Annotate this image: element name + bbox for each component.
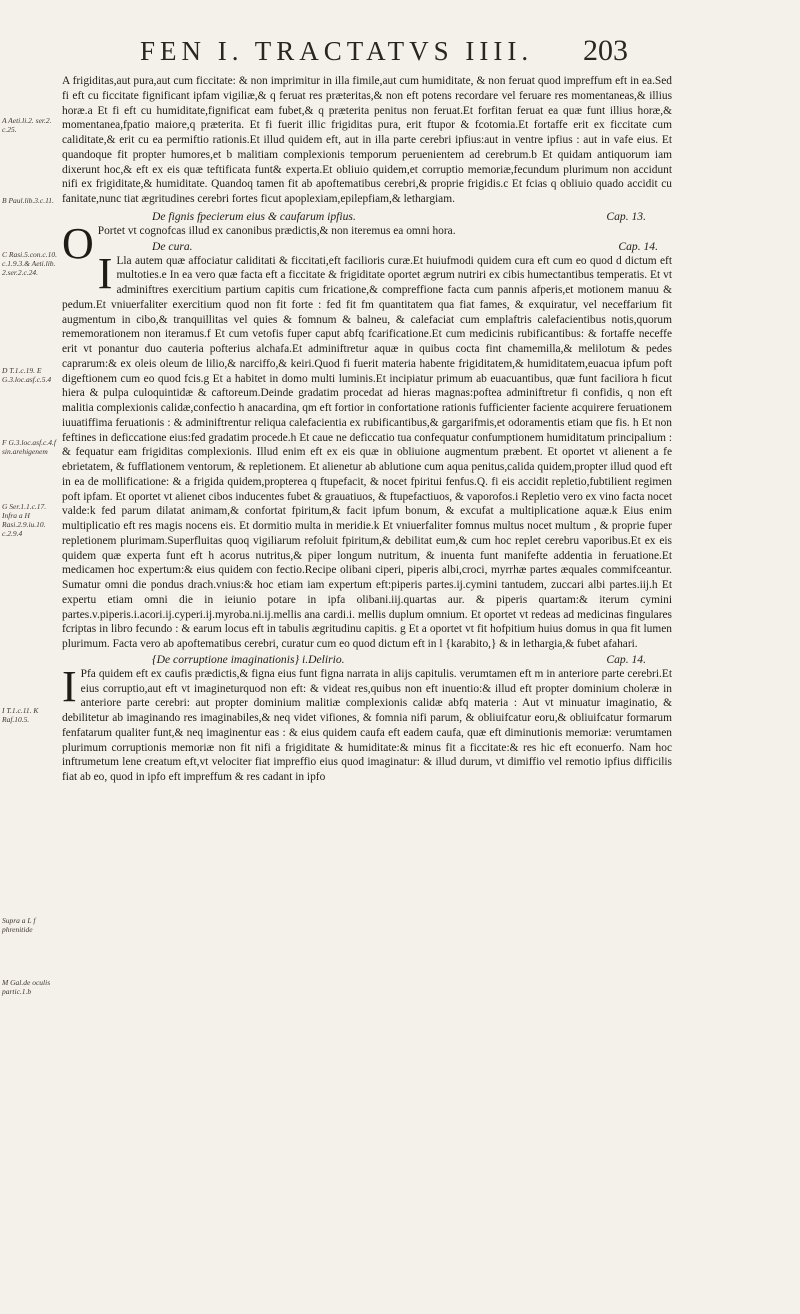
drop-cap: I [62,661,77,711]
drop-cap: O [62,218,94,268]
margin-note: C Rasi.5.con.c.10. c.1.9.3.& Aeti.lib. 2.ser.2.c.24. [2,250,57,277]
margin-note: B Paul.lib.3.c.11. [2,196,54,205]
margin-note: G Ser.1.1.c.17. Infra a H Rasi.2.9.iu.10. c.2.9.4 [2,502,47,538]
running-header: FEN I. TRACTATVS IIII. [140,36,534,66]
drop-cap: I [97,248,113,298]
paragraph-text: Lla autem quæ affociatur caliditati & ficcitati,eft facilioris curæ.Et huiufmodi quidem cura eft cum eo quod d dictum eft multoties.e In ea vero quæ facta eft a ficcitate & frigiditate oportet ægrum nutriri ex cibis humectantibus temperatis. Et vt adminiftres exercitium partium capitis cum fricatione,& compreffione facta cum pannis afperis,et motionem manuu & pedum.Et vniuerfaliter exercitium quod non fit forte : fed fit fm quantitatem qua fiat fames, & exquiratur, vel neceffarium fit augmentum in cibo,& tranquillitas vel quies & fomnum & balneu, & calefaciat cum emplaftris calefacientibus notis,quorum rememorationem non iteramus.f Et cum vetofis fuper caput abfq fcarificatione.Et cum medicinis rubificantibus: & fortaffe neceffe erit vt ponantur duo cauteria pofterius alchafa.Et adminiftretur aquæ in quibus cocta fint chamemilla,& melilotum & pedes caprarum:& ex oleis oleum de lilio,& narciffo,& keiri.Quod fi fuerit materia habente frigiditatem,& humiditatem,euacua ipfum poft digeftionem cum eo quod fcis.g Et a habitet in domo multi luminis.Et incipiatur primum ab euacuantibus, quæ funt faciliora h ficut hiera & pulpa culoquintidæ & caftoreum.Deinde gradatim procedat ad hieras magnas:poftea adminiftretur fi confidis, q non eft malitia complexionis calidæ,confectio h anacardina, qm eft fortior in confortatione rationis fufficienter faciente acquirere feruationem iuuatiffima feruationis : & adminiftrentur reliqua calefacientia ex rubificantibus,& gargarifmis,et odoramentis etiam que fis. h Et non feftines in deficcatione eius:fed gradatim procede.h Et caue ne deficcatio tua confequatur confumptionem humiditatum principalium : & fequatur eam frigiditas complexionis. Illud enim eft ex eis quæ in obliuione augmentum præbent. Et oportet vt alienent a fe ebrietatem, & fufflationem ventorum, & repletionem. Et alienetur ab ablutione cum aqua penitus,calida quidem,propter illud quod eft in ea de mollificatione: & a frigida quidem,propterea q ftupefacit, & nocet fpiritui fenfus.Q. fi eis accidit repletio,fubtilient regimen poft ipfam. Et oportet vt alienet cibos inducentes fubet & grauatiuos, & ftupefactiuos, & vaporofos.i Repletio vero ex vino facta nocet valde:k fed parum dilatat animam,& confortat fpiritum,& facit ipfum bonum, & excufat a multiplicatione aquæ.k Eius enim multiplicatio eft res magis nocens eis. Et dormitio multa in meridie.k Et vniuerfaliter fomnus multus nocet multum , & proprie fuper repletionem plurimam.Superfluitas quoq vigiliarum refoluit fpiritum,& debilitat eum,& cum hoc replet cerebru vaporibus.Et ex eis quidem quæ experta funt eft h acorus nutritus,& piper longum nutritum, & inuenta funt manifefte addentia in feruatione.Et medicamen hoc expertum:& eius quidem con fectio.Recipe olibani ciperi, piperis albi,croci, myrrhæ partes æquales commifceantur. Sumatur omni die pondus drach.vnius:& hoc etiam iam expertum eft:piperis partes.ij.cymini tantudem, zuccari albi partes.iij.h Et expertu etiam omni die in ieiunio potare in ipfa olibani.iij.quartas aur. & piperis quartam:& iterum cymini partes.v.piperis.i.acori.ij.cyperi.ij.myroba.ni.ij.mellis ana cardi.i. mellis duplum omnium. Et oportet vt redeas ad medicinas fingulares fcriptas in libro fecundo : & earum locus eft in tabulis ægritudinu capitis. g Et a oportet vt fit hofpitium huius domus in qua fit lumen plurimum. Facta vero ab apoftematibus cerebri, curatur cum eo quod dictum eft in l {karabito,} & in lethargia,& fubet afahari. [62,254,672,650]
section-title: {De corruptione imaginationis} i.Delirio. [152,652,345,666]
body-paragraph [62,661,672,785]
chapter-number: Cap. 14. [618,239,658,253]
margin-note: I T.1.c.11. K Raf.10.5. [2,706,39,724]
margin-note: M Gal.de oculis partic.1.b [2,978,51,996]
main-text-column [62,74,672,785]
section-title: De fignis fpecierum eius & caufarum ipfius. [152,209,356,223]
section-heading [62,209,672,224]
chapter-number: Cap. 13. [606,209,646,223]
section-title: De cura. [152,239,193,253]
section-heading [62,239,672,254]
body-paragraph: A frigiditas,aut pura,aut cum ficcitate: & non imprimitur in illa fimile,aut cum humiditate, & non feruat quod impreffum eft in ea.Sed fi eft cu ficcitate fignificant ipfam vigiliæ,& q feruat res præteritas,& non eft potens recordare vel feruare res momentaneas,& illius horæ.a Et fi eft cu humiditate,fignificat eam fubet,& q præterita penitus non feruat.Et forfitan feruat ea quæ funt illius horæ,& momentanea,fpatio maiore,q præterita. Et fi fuerit illic frigiditas pura, erit ftupor & fcotomia.Et fortaffe erit ex ficcitate cum caliditate,& erit cu ea permiftio rationis.Et illud quidem eft, aut in illa parte cerebri ipfius:aut in ventre ipfius : aut in vafe eius. Et quandoque fit propter humores,et b malitiam complexionis temporum peruenientem ad cerebrum.b Et quidam antiquorum iam dixerunt hoc,& eft ex eis quæ teftificata funt& experta.Et obliuio quidem,et corruptio memoriæ,fecundum plurimum non accidunt nifi ex frigiditate,& humiditate. Quandoq tamen fit ab apoftematibus cerebri,& proprie frigidis.c Et fcias q obliuio quado accidit cu fanitate,nunc tiat ægritudines cerebri fortes ficut apoplexiam,epilepfiam,& lethargiam. [62,75,672,205]
margin-note: A Aeti.li.2. ser.2. c.25. [2,116,52,134]
paragraph-text: Pfa quidem eft ex caufis prædictis,& figna eius funt figna narrata in alijs capitulis. verumtamen eft m in anteriore parte cerebri.Et eius corruptio,aut eft vt imagineturquod non eft: & videat res,quibus non eft inuentio:& illud eft propter dominium choleræ in anteriore parte cerebri: aut propter dominium malitiæ complexionis calidæ abfq materia : Aut vt minuatur imaginatio, & debilitetur ab imaginando res imaginabiles,& neq videt vifiones, & fomnia nifi parum, & obliuifcatur eoru,& obliuifcatur formarum fenfatarum qualiter funt,& neq imaginentur eas : & eius quidem caufa eft eadem caufa, quæ eft diminutionis memoriæ: verumtamen plurimum corruptionis memoriæ non fit nifi a frigiditate & humiditate:& minus fit a ficcitate:& res hic eft econuerfo. Nam hoc inftrumetum lene creatum eft,vt velociter fiat impreffio eius quod imaginatur: & illud durum, vt dimiffio vel remotio ipfius difficilis fiat ab eo, quod in ipfo eft impreffum & res cadant in ipfo [62,667,672,783]
chapter-number: Cap. 14. [606,652,646,666]
margin-note: D T.1.c.19. E G.3.loc.asf.c.5.4 [2,366,52,384]
section-heading [62,652,672,667]
paragraph-text: Portet vt cognofcas illud ex canonibus prædictis,& non iteremus ea omni hora. [97,224,456,237]
body-paragraph [62,248,672,652]
margin-note: Supra a L f phrenitide [2,916,36,934]
folio-number: 203 [583,34,628,67]
margin-note: F G.3.loc.asf.c.4.f sin.arehigenem [2,438,56,456]
